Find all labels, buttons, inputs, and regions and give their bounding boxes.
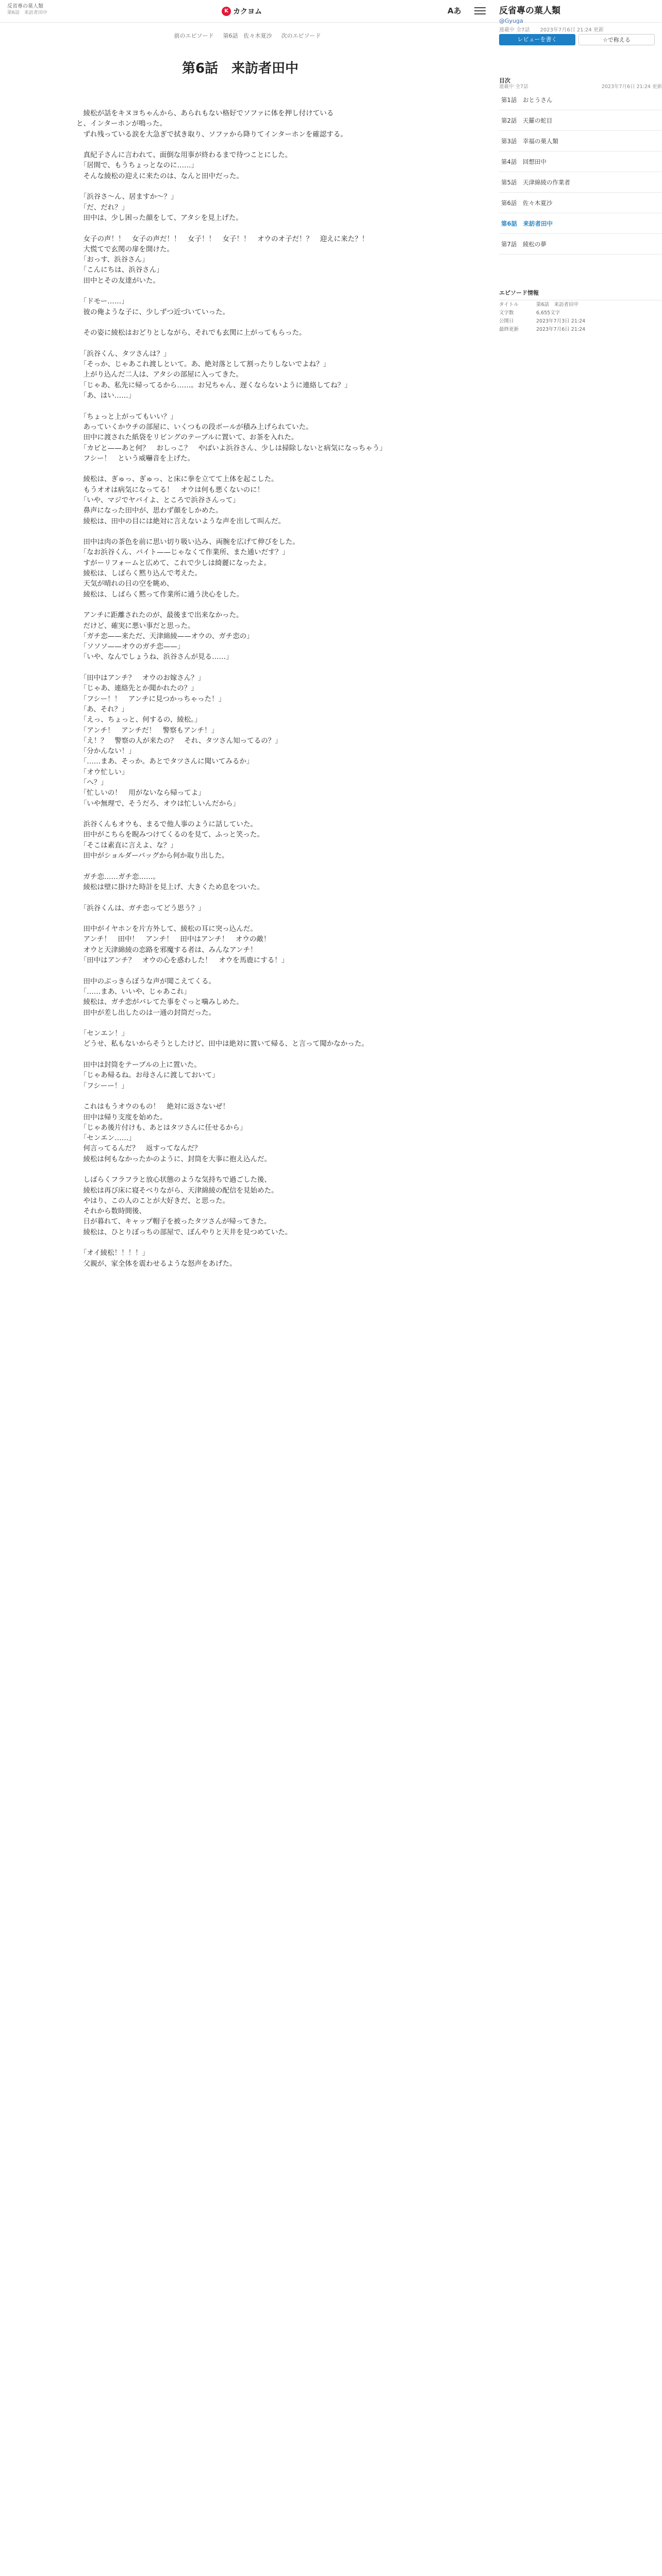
sidebar-author[interactable]: @Gyuga: [499, 18, 523, 24]
body-paragraph: だけど、確実に悪い事だと思った。: [76, 621, 195, 630]
toc-heading: 目次: [499, 77, 510, 84]
menu-icon[interactable]: [472, 4, 488, 18]
star-button[interactable]: ☆で称える: [578, 34, 655, 45]
body-paragraph: 真紀子さんに言われて、面倒な用事が終わるまで待つことにした。: [76, 151, 292, 160]
info-value: 2023年7月6日 21:24: [536, 327, 586, 332]
body-paragraph: [76, 401, 404, 411]
site-logo[interactable]: [222, 6, 278, 17]
body-paragraph: 「じゃあ、連絡先とか聞かれたの？」: [76, 684, 198, 693]
body-paragraph: 「そこは素直に言えよ、な？」: [76, 841, 177, 850]
logo-mark: K: [222, 7, 231, 16]
body-paragraph: 「ソソソ——オウのガチ恋——」: [76, 642, 185, 651]
body-paragraph: [76, 892, 404, 903]
body-paragraph: 田中がショルダーバッグから何か取り出した。: [76, 852, 229, 860]
body-paragraph: 「オイ綾松！！！！」: [76, 1249, 150, 1258]
info-value: 6,655文字: [536, 310, 560, 316]
toc-episode-link[interactable]: 第4話 回想田中: [499, 151, 662, 172]
body-paragraph: 「ドモー……」: [76, 297, 128, 306]
body-paragraph: 大慌てで玄関の扉を開けた。: [76, 245, 174, 253]
toc-meta-row: [499, 82, 662, 90]
body-paragraph: 綾松は何もなかったかのように、封筒を大事に抱え込んだ。: [76, 1155, 271, 1163]
body-paragraph: [76, 1091, 404, 1101]
body-paragraph: 日が暮れて、キャップ帽子を被ったタツさんが帰ってきた。: [76, 1217, 271, 1226]
body-paragraph: [76, 861, 404, 871]
body-paragraph: 綾松は再び床に寝そべりながら、天津綿綾の配信を見始めた。: [76, 1186, 278, 1195]
body-paragraph: これはもうオウのもの！ 絶対に返さないぜ！: [76, 1103, 229, 1111]
body-paragraph: [76, 600, 404, 610]
body-paragraph: 「へ？」: [76, 778, 108, 787]
body-paragraph: そんな綾松の迎えに来たのは、なんと田中だった。: [76, 172, 243, 180]
body-paragraph: 「浜谷くん、タツさんは？」: [76, 349, 171, 358]
body-paragraph: 「じゃあ、私先に帰ってるから……。お兄ちゃん、遅くならないように連絡してね？」: [76, 381, 352, 389]
body-paragraph: あっていくかウチの部屋に、いくつもの段ボールが積み上げられていた。: [76, 422, 313, 431]
episode-title: 第6話 来訪者田中: [181, 61, 299, 76]
body-paragraph: 「田中はアンチ？ オウのお嫁さん？」: [76, 674, 205, 683]
body-paragraph: [76, 1049, 404, 1060]
info-key: 公開日: [499, 318, 514, 324]
sidebar-work-title[interactable]: 反省專の菓人類: [499, 6, 560, 16]
body-paragraph: 上がり込んだ二人は、アタシの部屋に入ってきた。: [76, 370, 243, 379]
body-paragraph: 「浜谷さ〜ん、居ますか〜？」: [76, 193, 178, 201]
body-paragraph: 女子の声！！ 女子の声だ！！ 女子！！ 女子！！ オウのオ子だ！？ 迎えに来た？！: [76, 234, 369, 243]
body-paragraph: [76, 181, 404, 192]
body-paragraph: ガチ恋……ガチ恋……。: [76, 872, 160, 881]
chapter-subtitle: 第6話 来訪者田中: [7, 10, 47, 15]
body-paragraph: 父親が、家全体を震わせるような怒声をあげた。: [76, 1259, 237, 1268]
body-paragraph: [76, 809, 404, 819]
logo-text: カクヨム: [233, 8, 262, 16]
body-paragraph: 「……まあ、そっか。あとでタツさんに聞いてみるか」: [76, 757, 254, 766]
body-paragraph: フシー！ という威嚇音を上げた。: [76, 454, 194, 463]
body-paragraph: しばらくフラフラと放心状態のような気持ちで過ごした後、: [76, 1176, 271, 1184]
toc-list: [499, 82, 662, 255]
info-key: 最終更新: [499, 327, 519, 332]
body-paragraph: 「じゃあ帰るね。お母さんに渡しておいて」: [76, 1071, 219, 1080]
body-paragraph: 田中は、少し困った顔をして、アタシを見上げた。: [76, 213, 243, 222]
toc-episode-link[interactable]: 第1話 おとうさん: [499, 90, 662, 110]
body-paragraph: 天気が晴れの日の空を眺め、: [76, 580, 174, 588]
body-paragraph: 「居間で、もうちょっとなのに……」: [76, 161, 198, 170]
episode-info: [499, 289, 662, 333]
body-paragraph: オウと天津綿綾の恋路を邪魔する者は、みんなアンチ！: [76, 945, 257, 954]
next-episode-link[interactable]: 次のエピソード: [281, 32, 321, 39]
toc-episode-link[interactable]: 第6話 佐々木夏沙: [499, 193, 662, 213]
body-paragraph: 綾松は壁に掛けた時計を見上げ、大きくため息をついた。: [76, 883, 264, 891]
body-paragraph: 綾松が話をキヌヨちゃんから、あられもない格好でソファに体を押し付けている: [76, 109, 334, 117]
episode-body: [76, 108, 404, 1269]
body-paragraph: 鼻声になった田中が、思わず顔をしかめた。: [76, 506, 223, 515]
prev-episode-link[interactable]: 前のエピソード: [174, 32, 214, 39]
body-paragraph: 綾松は、ひとりぼっちの部屋で、ぼんやりと天井を見つめていた。: [76, 1228, 292, 1236]
body-paragraph: 「おっす、浜谷さん」: [76, 256, 149, 264]
body-paragraph: その姿に綾松はおどりとしながら、それでも玄関に上がってもらった。: [76, 329, 306, 337]
font-size-button[interactable]: Aあ: [448, 6, 461, 15]
info-value: 第6話 来訪者田中: [536, 302, 579, 308]
body-paragraph: [76, 663, 404, 673]
body-paragraph: 「分かんない！」: [76, 747, 136, 756]
work-title-link[interactable]: 反省專の菓人類: [7, 4, 43, 9]
body-paragraph: 綾松は、ぎゅっ、ぎゅっ、と床に拳を立てて上体を起こした。: [76, 475, 278, 484]
info-row: [499, 301, 662, 309]
body-paragraph: アンチに距離されたのが、最後まで出来なかった。: [76, 611, 243, 620]
body-paragraph: 「オウ忙しい」: [76, 768, 129, 776]
body-paragraph: [76, 913, 404, 924]
body-paragraph: 「フシー！！ アンチに見つかっちゃった！」: [76, 694, 226, 703]
body-paragraph: [76, 1238, 404, 1248]
body-paragraph: 田中とその友達がいた。: [76, 276, 160, 285]
body-paragraph: やはり、この人のことが大好きだ、と思った。: [76, 1196, 229, 1205]
body-paragraph: [76, 317, 404, 328]
breadcrumb[interactable]: [7, 3, 100, 16]
body-paragraph: 田中がイヤホンを片方外して、綾松の耳に突っ込んだ。: [76, 925, 257, 934]
body-paragraph: 綾松は、田中の目には絶対に言えないような声を出して叫んだ。: [76, 517, 285, 526]
body-paragraph: [76, 1164, 404, 1175]
body-paragraph: 綾松は、しばらく黙り込んで考えた。: [76, 569, 202, 578]
body-paragraph: 田中は帰り支度を始めた。: [76, 1113, 167, 1122]
body-paragraph: ずれ残っている涙を大急ぎで拭き取り、ソファから降りてインターホンを確認する。: [76, 130, 347, 139]
body-paragraph: 何言ってるんだ？ 返すってなんだ？: [76, 1144, 202, 1153]
toc-episode-link[interactable]: 第2話 天羅の蛇目: [499, 110, 662, 131]
body-paragraph: 「センエン……」: [76, 1134, 136, 1143]
body-paragraph: 「アンチ！ アンチだ！ 警察もアンチ！」: [76, 726, 219, 735]
sidebar-meta: 連載中 全7話 2023年7月6日 21:24 更新: [499, 27, 604, 33]
info-row: [499, 310, 662, 317]
toc-updated: 2023年7月6日 21:24 更新: [601, 84, 662, 90]
body-paragraph: 田中は肉の茶色を前に思い切り吸い込み、両腕を広げて伸びをした。: [76, 538, 300, 547]
body-paragraph: [76, 140, 404, 150]
body-paragraph: 「えっ、ちょっと、何するの、綾松。」: [76, 716, 202, 724]
body-paragraph: 「いや無理で、そうだろ、オウは忙しいんだから」: [76, 799, 240, 808]
body-paragraph: 「いや、なんでしょうね、浜谷さんが見る……」: [76, 653, 233, 662]
body-paragraph: 「フシーー！」: [76, 1081, 128, 1090]
body-paragraph: [76, 527, 404, 537]
body-paragraph: 綾松は、しばらく黙って作業所に通う決心をした。: [76, 590, 243, 599]
current-episode-label: 第6話 佐々木夏沙: [223, 32, 272, 39]
review-button[interactable]: レビューを書く: [499, 34, 575, 45]
body-paragraph: 「あ、それ？」: [76, 705, 128, 714]
body-paragraph: どうせ、私もないからそうとしたけど、田中は絶対に置いて帰る、と言って聞かなかった。: [76, 1040, 369, 1048]
body-paragraph: 「だ、だれ？」: [76, 203, 129, 212]
body-paragraph: それから数時間後、: [76, 1207, 146, 1216]
body-paragraph: 「こんにちは、浜谷さん」: [76, 266, 163, 275]
body-paragraph: 浜谷くんもオウも、まるで他人事のように話していた。: [76, 820, 257, 829]
body-paragraph: 田中は封筒をテーブルの上に置いた。: [76, 1061, 201, 1070]
toc-status: 連載中 全7話: [499, 84, 528, 90]
body-paragraph: アンチ！ 田中！ アンチ！ 田中はアンチ！ オウの敵！: [76, 935, 271, 944]
body-paragraph: 田中に渡された紙袋をリビングのテーブルに置いて、お茶を入れた。: [76, 433, 299, 442]
body-paragraph: [76, 338, 404, 349]
episode-nav: [103, 30, 392, 41]
body-paragraph: 「え！？ 警察の人が来たの？ それ、タツさん知ってるの？」: [76, 736, 282, 745]
body-paragraph: 「……まあ、いいや、じゃあこれ」: [76, 987, 191, 996]
body-paragraph: [76, 223, 404, 233]
body-paragraph: 「田中はアンチ？ オウの心を惑わした！ オウを馬鹿にする！」: [76, 956, 289, 965]
body-paragraph: 「そっか、じゃあこれ渡しといて。あ、絶対落として割ったりしないでよね？」: [76, 360, 330, 369]
body-paragraph: [76, 965, 404, 976]
info-row: [499, 318, 662, 325]
body-paragraph: [76, 1018, 404, 1028]
body-paragraph: 田中がこちらを睨みつけてくるのを見て、ふっと笑った。: [76, 831, 264, 839]
body-paragraph: 田中が差し出したのは一通の封筒だった。: [76, 1008, 216, 1017]
body-paragraph: 「なお浜谷くん、バイト——じゃなくて作業所、また通いだす？」: [76, 548, 289, 557]
toc-episode-link[interactable]: 第6話 来訪者田中: [499, 213, 662, 234]
body-paragraph: 「カビと——あと何？ おしっこ？ やばいよ浜谷さん、少しは掃除しないと病気になっちゃう」: [76, 444, 387, 452]
body-paragraph: 綾松は、ガチ恋がバレてた事をぐっと噛みしめた。: [76, 998, 243, 1007]
body-paragraph: 彼の俺ような子に、少しずつ近づいていった。: [76, 308, 229, 316]
body-paragraph: 「センエン！」: [76, 1029, 129, 1038]
info-row: [499, 326, 662, 333]
info-value: 2023年7月3日 21:24: [536, 318, 586, 324]
body-paragraph: すがーリフォームと広めて、これで少しは綺麗になったよ。: [76, 558, 271, 567]
body-paragraph: 「浜谷くんは、ガチ恋ってどう思う？」: [76, 904, 205, 912]
info-key: 文字数: [499, 310, 514, 316]
info-key: タイトル: [499, 302, 519, 308]
body-paragraph: 「あ、はい……」: [76, 392, 136, 400]
toc-episode-link[interactable]: 第3話 幸福の菓人類: [499, 131, 662, 151]
body-paragraph: 「ちょっと上がってもいい？」: [76, 412, 177, 421]
body-paragraph: 田中のぶっきらぼうな声が聞こえてくる。: [76, 977, 216, 986]
body-paragraph: [76, 286, 404, 296]
body-paragraph: と、インターホンが鳴った。: [76, 120, 167, 128]
body-paragraph: もうオオは病気になってる！ オウは何も悪くないのに！: [76, 485, 264, 494]
episode-info-heading: エピソード情報: [499, 289, 662, 300]
body-paragraph: 「ガチ恋——来ただ、天津綿綾——オウの、ガチ恋の」: [76, 632, 254, 640]
body-paragraph: 「いや、マジでヤバイよ、ところで浜谷さんって」: [76, 496, 240, 504]
toc-episode-link[interactable]: 第5話 天津綿綾の作業者: [499, 172, 662, 193]
body-paragraph: 「じゃあ後片付けも、あとはタツさんに任せるから」: [76, 1123, 247, 1132]
toc-episode-link[interactable]: 第7話 綾松の夢: [499, 234, 662, 255]
body-paragraph: 「忙しいの！ 用がないなら帰ってよ」: [76, 789, 205, 798]
body-paragraph: [76, 464, 404, 474]
